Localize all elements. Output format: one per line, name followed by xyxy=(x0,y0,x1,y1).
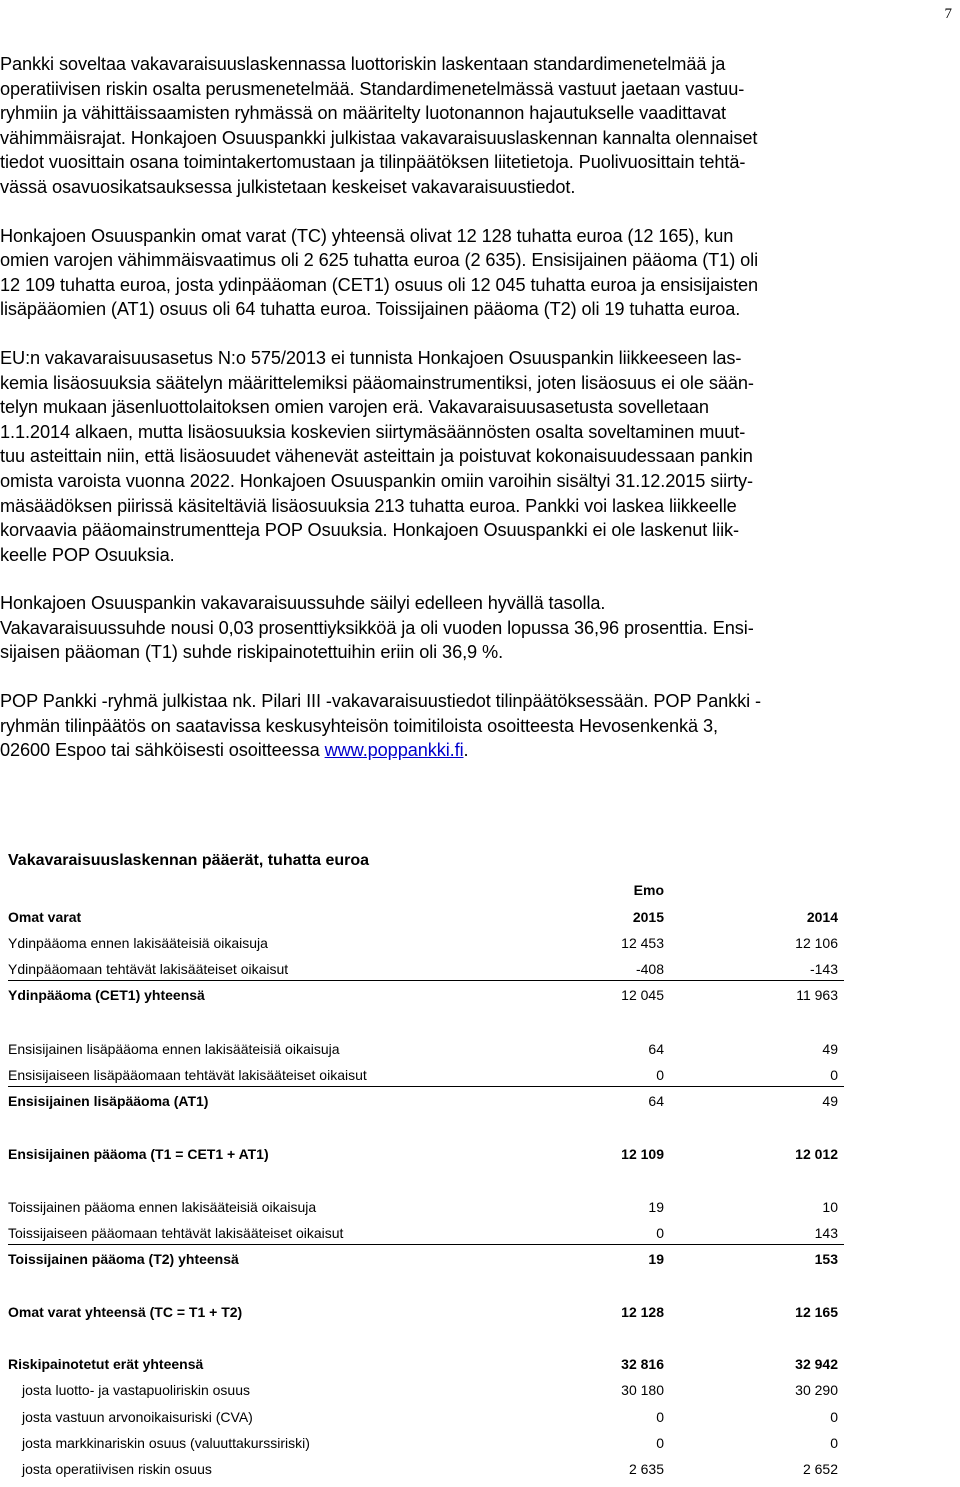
value-2014: 12 106 xyxy=(795,935,838,951)
table-row xyxy=(0,1067,960,1087)
text-line: tiedot vuosittain osana toimintakertomustaan ja tilinpäätöksen liitetietoja. Puolivuosittain tehtä- xyxy=(0,152,746,173)
text-segment: 02600 Espoo tai sähköisesti osoitteessa xyxy=(0,740,325,761)
value-2014: 2 652 xyxy=(802,1461,838,1477)
text-line: ryhmiin ja vähittäissaamisten ryhmässä on määritelty luotonannon hajautukselle vaadittavat xyxy=(0,103,726,124)
text-line: Vakavaraisuussuhde nousi 0,03 prosenttiyksikköä ja oli vuoden lopussa 36,96 prosenttia. Ensi- xyxy=(0,617,754,638)
text-line: POP Pankki -ryhmä julkistaa nk. Pilari III -vakavaraisuustiedot tilinpäätöksessään. POP Pankki - xyxy=(0,691,762,712)
value-2015: 2 635 xyxy=(628,1461,664,1477)
value-2014: 12 012 xyxy=(795,1146,838,1162)
text-line: 1.1.2014 alkaen, mutta lisäosuuksia koskevien siirtymäsäännösten osalta soveltaminen muut- xyxy=(0,421,746,442)
value-2014: 49 xyxy=(822,1093,838,1109)
table-row xyxy=(0,1435,960,1455)
value-2015: 19 xyxy=(648,1199,664,1215)
table-row xyxy=(0,1225,960,1245)
value-2015: 0 xyxy=(656,1409,664,1425)
value-2014: 10 xyxy=(822,1199,838,1215)
text-line: EU:n vakavaraisuusasetus N:o 575/2013 ei tunnista Honkajoen Osuuspankin liikkeeseen las- xyxy=(0,347,742,368)
row-label: Toissijainen pääoma ennen lakisääteisiä oikaisuja xyxy=(8,1199,317,1215)
table-row xyxy=(0,1382,960,1402)
text-line: keelle POP Osuuksia. xyxy=(0,544,175,565)
text-line: lisäpääomien (AT1) osuus oli 64 tuhatta euroa. Toissijainen pääoma (T2) oli 19 tuhatta euroa. xyxy=(0,299,741,320)
value-2015: 0 xyxy=(656,1225,664,1241)
value-2015: 12 453 xyxy=(621,935,664,951)
value-2014: 49 xyxy=(822,1041,838,1057)
value-2014: 0 xyxy=(830,1409,838,1425)
value-2015: 12 128 xyxy=(621,1304,664,1320)
table-row xyxy=(0,1199,960,1219)
paragraph-1 xyxy=(0,52,960,200)
value-2014: 30 290 xyxy=(795,1382,838,1398)
paragraph-4 xyxy=(0,591,960,665)
row-label: Ydinpääomaan tehtävät lakisääteiset oikaisut xyxy=(8,961,289,977)
body-text xyxy=(0,52,960,787)
value-2015: 12 045 xyxy=(621,987,664,1003)
subtotal-rule xyxy=(8,1086,844,1087)
poppankki-link[interactable]: www.poppankki.fi xyxy=(324,740,464,761)
row-label: Ensisijainen pääoma (T1 = CET1 + AT1) xyxy=(8,1146,269,1162)
value-2014: 12 165 xyxy=(795,1304,838,1320)
row-label: Omat varat yhteensä (TC = T1 + T2) xyxy=(8,1304,243,1320)
table-row xyxy=(0,935,960,955)
value-2014: 11 963 xyxy=(796,987,838,1003)
text-line: omista varoista vuonna 2022. Honkajoen Osuuspankin omiin varoihin sisältyi 31.12.2015 siirty- xyxy=(0,470,753,491)
text-line: omien varojen vähimmäisvaatimus oli 2 625 tuhatta euroa (2 635). Ensisijainen pääoma (T1) oli xyxy=(0,250,759,271)
subtotal-rule xyxy=(8,1244,844,1245)
table-row xyxy=(0,1251,960,1271)
value-2015: 0 xyxy=(656,1435,664,1451)
table-row xyxy=(0,961,960,981)
text-line: tuu asteittain niin, että lisäosuudet vähenevät asteittain ja poistuvat kokonaisuudessaan pankin xyxy=(0,446,753,467)
table-row xyxy=(0,987,960,1007)
row-label: Ydinpääoma ennen lakisääteisiä oikaisuja xyxy=(8,935,268,951)
page-number: 7 xyxy=(944,6,952,22)
text-line: vässä osavuosikatsauksessa julkistetaan keskeiset vakavaraisuustiedot. xyxy=(0,176,576,197)
text-line: telyn mukaan jäsenluottolaitoksen omien varojen erä. Vakavaraisuusasetusta sovelletaan xyxy=(0,397,709,418)
value-2015: 64 xyxy=(648,1041,664,1057)
value-2015: -408 xyxy=(635,961,664,977)
text-line: vähimmäisrajat. Honkajoen Osuuspankki julkistaa vakavaraisuuslaskennan kannalta olennaiset xyxy=(0,127,758,148)
table-row xyxy=(0,1409,960,1429)
value-2014: 0 xyxy=(830,1435,838,1451)
row-label: Toissijaiseen pääomaan tehtävät lakisääteiset oikaisut xyxy=(8,1225,344,1241)
value-2014: 32 942 xyxy=(795,1356,838,1372)
paragraph-2 xyxy=(0,224,960,322)
table-row xyxy=(0,1041,960,1061)
value-2014: 153 xyxy=(814,1251,838,1267)
text-line: Honkajoen Osuuspankin omat varat (TC) yhteensä olivat 12 128 tuhatta euroa (12 165), kun xyxy=(0,225,734,246)
subtotal-rule xyxy=(8,980,844,981)
value-2015: 30 180 xyxy=(621,1382,664,1398)
value-2015: 64 xyxy=(648,1093,664,1109)
table-title: Vakavaraisuuslaskennan pääerät, tuhatta euroa xyxy=(8,852,370,869)
text-line: Honkajoen Osuuspankin vakavaraisuussuhde säilyi edelleen hyvällä tasolla. xyxy=(0,593,606,614)
text-line: operatiivisen riskin osalta perusmenetelmää. Standardimenetelmässä vastuut jaetaan vastuu- xyxy=(0,78,745,99)
table-row xyxy=(0,1093,960,1113)
row-label: Toissijainen pääoma (T2) yhteensä xyxy=(8,1251,239,1267)
text-line: mäsäädöksen piirissä käsiteltäviä lisäosuuksia 213 tuhatta euroa. Pankki voi laskea liikkeelle xyxy=(0,495,737,516)
table-group-header xyxy=(0,882,960,902)
table-row xyxy=(0,1146,960,1166)
row-label: Riskipainotetut erät yhteensä xyxy=(8,1356,204,1372)
text-line: korvaavia pääomainstrumentteja POP Osuuksia. Honkajoen Osuuspankki ei ole laskenut liik- xyxy=(0,520,739,541)
value-2014: -143 xyxy=(809,961,838,977)
text-segment: . xyxy=(463,740,469,761)
value-2014: 0 xyxy=(830,1067,838,1083)
table-row xyxy=(0,1304,960,1324)
text-line: sijaisen pääoman (T1) suhde riskipainotettuihin eriin oli 36,9 %. xyxy=(0,642,504,663)
row-label: Omat varat xyxy=(8,909,82,925)
text-line: Pankki soveltaa vakavaraisuuslaskennassa luottoriskin laskentaan standardimenetelmää ja xyxy=(0,54,726,74)
row-label: Ensisijainen lisäpääoma (AT1) xyxy=(8,1093,209,1109)
row-label: Ydinpääoma (CET1) yhteensä xyxy=(8,987,205,1003)
row-label: josta vastuun arvonoikaisuriski (CVA) xyxy=(22,1409,253,1425)
table-row xyxy=(0,1461,960,1481)
row-label: josta markkinariskin osuus (valuuttakurssiriski) xyxy=(22,1435,310,1451)
text-line: ryhmän tilinpäätös on saatavissa keskusyhteisön toimitiloista osoitteesta Hevosenkenkä 3, xyxy=(0,715,718,736)
paragraph-3 xyxy=(0,346,960,567)
value-2015: 0 xyxy=(656,1067,664,1083)
value-2015: 12 109 xyxy=(621,1146,664,1162)
value-2014: 143 xyxy=(814,1225,838,1241)
row-label: Ensisijaiseen lisäpääomaan tehtävät lakisääteiset oikaisut xyxy=(8,1067,367,1083)
value-2014: 2014 xyxy=(806,909,838,925)
row-label: Ensisijainen lisäpääoma ennen lakisääteisiä oikaisuja xyxy=(8,1041,340,1057)
row-label: josta operatiivisen riskin osuus xyxy=(22,1461,212,1477)
value-2015: 32 816 xyxy=(621,1356,664,1372)
text-line xyxy=(0,738,942,763)
text-line: 12 109 tuhatta euroa, josta ydinpääoman (CET1) osuus oli 12 045 tuhatta euroa ja ensisijaisten xyxy=(0,274,759,295)
table-row xyxy=(0,1356,960,1376)
value-2015: 19 xyxy=(648,1251,664,1267)
table-row xyxy=(0,909,960,929)
group-header: Emo xyxy=(633,882,664,898)
paragraph-5 xyxy=(0,689,960,763)
row-label: josta luotto- ja vastapuoliriskin osuus xyxy=(22,1382,251,1398)
value-2015: 2015 xyxy=(632,909,664,925)
text-line: kemia lisäosuuksia säätelyn määrittelemiksi pääomainstrumentiksi, joten lisäosuus ei ole sään- xyxy=(0,372,754,393)
